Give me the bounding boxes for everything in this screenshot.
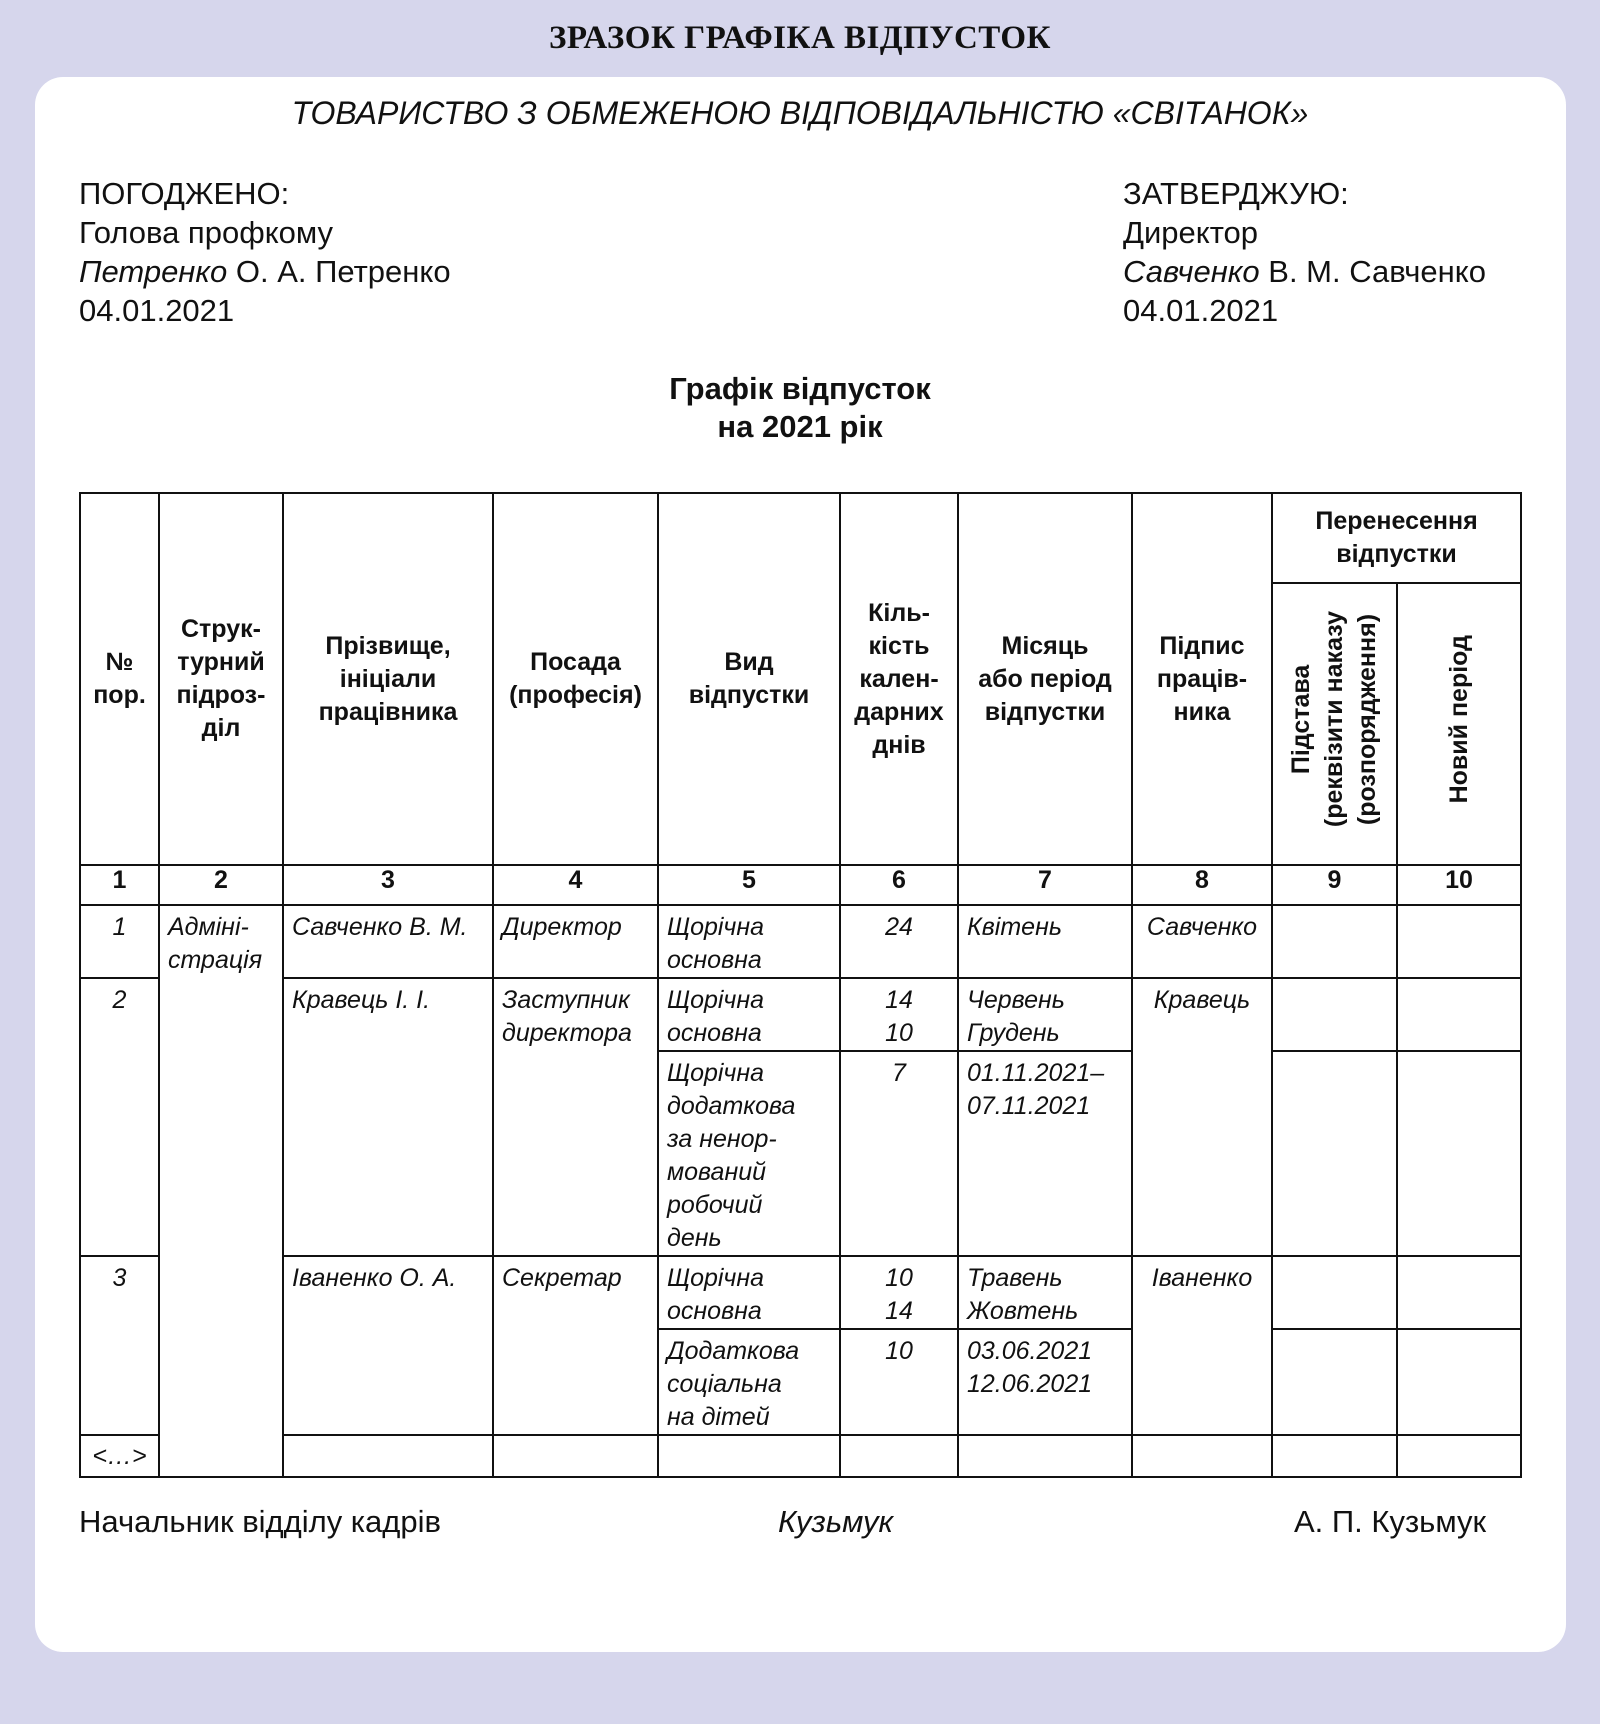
- vacation-type: Щорічна додаткова за ненор- мований робочий день: [667, 1059, 796, 1252]
- transfer-new-period-cell: [1397, 1329, 1521, 1435]
- column-number-row: 1 2 3 4 5 6 7 8 9 10: [80, 865, 1521, 905]
- document-title: [0, 370, 1600, 446]
- vacation-schedule-table: [79, 492, 1522, 1478]
- vacation-days: 14 10: [885, 986, 913, 1047]
- company-name: ТОВАРИСТВО З ОБМЕЖЕНОЮ ВІДПОВІДАЛЬНІСТЮ «СВІТАНОК»: [291, 95, 1309, 131]
- ellipsis-marker: <…>: [92, 1441, 147, 1470]
- department-cell: Адміні- страція: [159, 905, 283, 1477]
- vacation-period: 03.06.2021 12.06.2021: [967, 1337, 1093, 1398]
- row-num: 1: [112, 913, 127, 941]
- table-row: [80, 905, 1521, 978]
- transfer-basis-cell: [1272, 1329, 1397, 1435]
- header-period: Місяць або період відпустки: [958, 493, 1132, 865]
- approved-block: [1123, 174, 1486, 330]
- transfer-basis-cell: [1272, 978, 1397, 1051]
- vacation-period: Квітень: [967, 913, 1062, 941]
- header-signature: Підпис праців- ника: [1132, 493, 1272, 865]
- vacation-days: 7: [892, 1059, 906, 1087]
- header-position: Посада (професія): [493, 493, 658, 865]
- table-row: [80, 1256, 1521, 1329]
- employee-signature: Савченко: [1146, 913, 1258, 941]
- employee-signature: Іваненко: [1151, 1264, 1253, 1292]
- header-name: Прізвище, ініціали працівника: [283, 493, 493, 865]
- vacation-type: Щорічна основна: [667, 986, 765, 1047]
- table-row-ellipsis: [80, 1435, 1521, 1477]
- vacation-type: Щорічна основна: [667, 1264, 765, 1325]
- transfer-basis-cell: [1272, 1051, 1397, 1256]
- agreed-date: 04.01.2021: [79, 293, 235, 328]
- header-basis: Підстава (реквізити наказу (розпорядження): [1272, 583, 1397, 865]
- document-title-line2: на 2021 рік: [717, 409, 883, 444]
- employee-name: Кравець І. І.: [292, 986, 431, 1014]
- row-num: 3: [112, 1264, 127, 1292]
- vacation-period: 01.11.2021– 07.11.2021: [967, 1059, 1105, 1120]
- vacation-days: 10 14: [885, 1264, 913, 1325]
- agreed-signature: Петренко: [79, 254, 228, 289]
- vacation-period: Червень Грудень: [967, 986, 1065, 1047]
- transfer-new-period-cell: [1397, 978, 1521, 1051]
- transfer-new-period-cell: [1397, 1051, 1521, 1256]
- vacation-days: 24: [885, 913, 913, 941]
- footer-name: А. П. Кузьмук: [1294, 1504, 1487, 1539]
- transfer-new-period-cell: [1397, 905, 1521, 978]
- employee-name: Савченко В. М.: [292, 913, 468, 941]
- approved-signature: Савченко: [1123, 254, 1260, 289]
- header-num: № пор.: [80, 493, 159, 865]
- header-new-period: Новий період: [1397, 583, 1521, 865]
- transfer-basis-cell: [1272, 1256, 1397, 1329]
- employee-position: Секретар: [502, 1264, 622, 1292]
- vacation-type: Щорічна основна: [667, 913, 765, 974]
- approved-position: Директор: [1123, 215, 1259, 250]
- approved-name: В. М. Савченко: [1268, 254, 1486, 289]
- document-title-line1: Графік відпусток: [669, 371, 931, 406]
- row-num: 2: [112, 986, 127, 1014]
- transfer-new-period-cell: [1397, 1256, 1521, 1329]
- employee-signature: Кравець: [1153, 986, 1251, 1014]
- agreed-signature-line: [79, 252, 451, 291]
- employee-position: Заступник директора: [502, 986, 632, 1047]
- header-vacation-type: Вид відпустки: [658, 493, 840, 865]
- footer-signature: Кузьмук: [778, 1504, 894, 1539]
- vacation-days: 10: [885, 1337, 913, 1365]
- banner-title: ЗРАЗОК ГРАФІКА ВІДПУСТОК: [549, 20, 1051, 56]
- agreed-label: ПОГОДЖЕНО:: [79, 176, 290, 211]
- header-transfer: Перенесення відпустки: [1272, 493, 1521, 583]
- table-row: [80, 978, 1521, 1051]
- agreed-block: [79, 174, 451, 330]
- approved-signature-line: [1123, 252, 1486, 291]
- vacation-type: Додаткова соціальна на дітей: [667, 1337, 800, 1431]
- header-department: Струк- турний підроз- діл: [159, 493, 283, 865]
- header-days: Кіль- кість кален- дарних днів: [840, 493, 958, 865]
- approved-label: ЗАТВЕРДЖУЮ:: [1123, 176, 1349, 211]
- employee-name: Іваненко О. А.: [292, 1264, 457, 1292]
- approved-date: 04.01.2021: [1123, 293, 1279, 328]
- agreed-position: Голова профкому: [79, 215, 334, 250]
- vacation-period: Травень Жовтень: [967, 1264, 1079, 1325]
- employee-position: Директор: [502, 913, 622, 941]
- transfer-basis-cell: [1272, 905, 1397, 978]
- footer-position: Начальник відділу кадрів: [79, 1504, 441, 1539]
- agreed-name: О. А. Петренко: [235, 254, 451, 289]
